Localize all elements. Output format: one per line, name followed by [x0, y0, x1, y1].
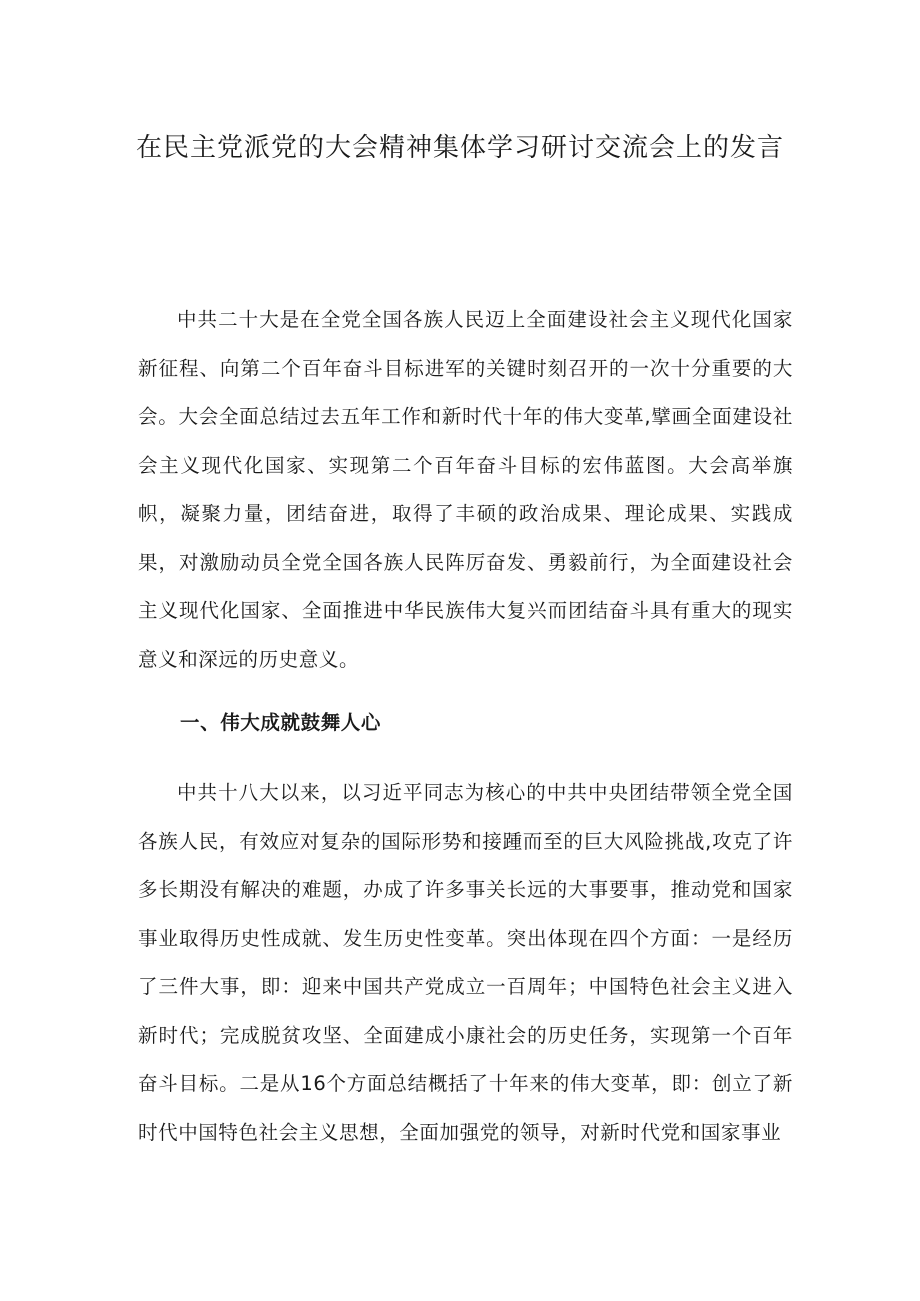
paragraph-2: 中共十八大以来，以习近平同志为核心的中共中央团结带领全党全国各族人民，有效应对复杂的国际形势和接踵而至的巨大风险挑战,攻克了许多长期没有解决的难题，办成了许多事关长远的大事要事，推动党和国家事业取得历史性成就、发生历史性变革。突出体现在四个方面：一是经历了三件大事，即：迎来中国共产党成立一百周年；中国特色社会主义进入新时代；完成脱贫攻坚、全面建成小康社会的历史任务，实现第一个百年奋斗目标。二是从16个方面总结概括了十年来的伟大变革，即：创立了新时代中国特色社会主义思想，全面加强党的领导，对新时代党和国家事业 [138, 781, 793, 1144]
section-heading-1: 一、伟大成就鼓舞人心 [180, 711, 382, 734]
paragraph-1: 中共二十大是在全党全国各族人民迈上全面建设社会主义现代化国家新征程、向第二个百年奋斗目标进军的关键时刻召开的一次十分重要的大会。大会全面总结过去五年工作和新时代十年的伟大变革,擘画全面建设社会主义现代化国家、实现第二个百年奋斗目标的宏伟蓝图。大会高举旗帜，凝聚力量，团结奋进，取得了丰硕的政治成果、理论成果、实践成果，对激励动员全党全国各族人民阵厉奋发、勇毅前行，为全面建设社会主义现代化国家、全面推进中华民族伟大复兴而团结奋斗具有重大的现实意义和深远的历史意义。 [138, 308, 793, 671]
document-title: 在民主党派党的大会精神集体学习研讨交流会上的发言 [135, 133, 784, 164]
paragraph-block-2 [138, 769, 793, 1157]
paragraph-block-1 [138, 296, 793, 684]
